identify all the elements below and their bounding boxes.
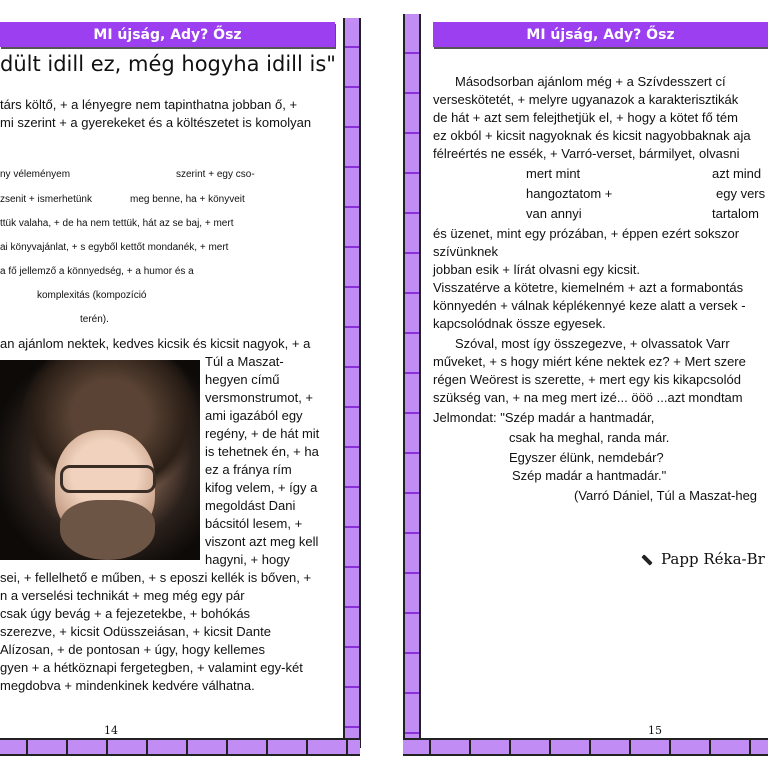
right-mid-line-5: könnyedén + válnak képlékennyé keze alatt a versek - <box>433 298 746 313</box>
photo-beard <box>60 500 155 560</box>
right-mid-line-6: kapcsolódnak össze egyesek. <box>433 316 606 331</box>
right-top-line-5: félreértés ne essék, + Varró-verset, bármilyet, olvasni <box>433 146 740 161</box>
para-line: an ajánlom nektek, kedves kicsik és kicsit nagyok, + a <box>0 336 311 351</box>
bottom-line-3: csak úgy bevág + a fejezetekbe, + bohókás <box>0 606 251 621</box>
header-bar-right <box>433 22 768 47</box>
author-photo <box>0 360 200 560</box>
right-top-line-2: verseskötetét, + melyre ugyanazok a karakterisztikák <box>433 92 739 107</box>
summary-line-3: régen Weörest is szerette, + mert egy kis kikapcsolód <box>433 372 741 387</box>
right-top-line-4: ez okból + kicsit nagyoknak és kicsit nagyobbaknak aja <box>433 128 751 143</box>
right-top-line-1: Másodsorban ajánlom még + a Szívdesszert cí <box>455 74 726 89</box>
left-page-title: dült idill ez, még hogyha idill is" <box>0 52 336 76</box>
right-col-9: megoldást Dani <box>205 498 296 513</box>
citation: (Varró Dániel, Túl a Maszat-heg <box>574 488 758 503</box>
right-col-line-3b: tartalom <box>712 206 759 221</box>
motto-line-2: Egyszer élünk, nemdebár? <box>509 450 664 465</box>
col-line-3: ttük valaha, + de ha nem tettük, hát az se baj, + mert <box>0 218 234 229</box>
page-number-left: 14 <box>104 724 118 737</box>
bottom-line-1: sei, + fellelhető e műben, + s eposzi kellék is bőven, + <box>0 570 312 585</box>
motto-line-1: csak ha meghal, randa már. <box>509 430 670 445</box>
right-col-12: hagyni, + hogy <box>205 552 290 567</box>
right-col-2: hegyen című <box>205 372 280 387</box>
col-line-2b: meg benne, ha + könyveit <box>130 194 245 205</box>
border-bottom-left-page <box>0 738 360 756</box>
right-top-line-3: de hát + azt sem felejthetjük el, + hogy a kötet fő tém <box>433 110 738 125</box>
summary-line-2: műveket, + s hogy miért kéne nektek ez? + Mert szere <box>433 354 746 369</box>
right-col-3: versmonstrumot, + <box>205 390 314 405</box>
right-col-line-1b: azt mind <box>712 166 762 181</box>
right-col-5: regény, + de hát mit <box>205 426 320 441</box>
col-line-1b: szerint + egy cso- <box>176 169 255 180</box>
summary-line-4: szükség van, + na meg mert izé... ööö ...azt mondtam <box>433 390 743 405</box>
bottom-line-5: Alízosan, + de pontosan + úgy, hogy kellemes <box>0 642 265 657</box>
summary-line-1: Szóval, most így összegezve, + olvassatok Varr <box>455 336 730 351</box>
intro-line-1: társ költő, + a lényegre nem tapinthatna jobban ő, + <box>0 97 298 112</box>
header-title-left: MI újság, Ady? Ősz <box>93 26 242 43</box>
border-right-left-page <box>343 18 361 748</box>
right-col-1: Túl a Maszat- <box>205 354 284 369</box>
right-col-line-3a: van annyi <box>526 206 582 221</box>
border-left-right-page <box>403 14 421 754</box>
bottom-line-2: n a verselési technikát + meg még egy pár <box>0 588 245 603</box>
header-bar-left <box>0 22 335 47</box>
bottom-line-6: gyen + a hétköznapi fergetegben, + valamint egy-két <box>0 660 303 675</box>
right-mid-line-4: Visszatérve a kötetre, kiemelném + azt a formabontás <box>433 280 744 295</box>
bottom-line-4: szerezve, + kicsit Odüsszeiásan, + kicsit Dante <box>0 624 271 639</box>
right-col-7: ez a fránya rím <box>205 462 292 477</box>
right-col-line-1a: mert mint <box>526 166 581 181</box>
right-mid-line-3: jobban esik + lírát olvasni egy kicsit. <box>433 262 641 277</box>
photo-glasses <box>60 465 156 493</box>
right-col-11: viszont azt meg kell <box>205 534 319 549</box>
motto-line-3: Szép madár a hantmadár." <box>512 468 667 483</box>
right-col-8: kifog velem, + így a <box>205 480 318 495</box>
right-col-6: is tehetnek én, + ha <box>205 444 319 459</box>
right-mid-line-1: és üzenet, mint egy prózában, + éppen ezért sokszor <box>433 226 740 241</box>
right-col-line-2b: egy vers <box>716 186 766 201</box>
col-line-5: a fő jellemző a könnyedség, + a humor és a <box>0 266 194 277</box>
signature-text: Papp Réka-Br <box>661 550 765 568</box>
centered-line-1: komplexitás (kompozíció <box>37 290 147 301</box>
bottom-line-7: megdobva + mindenkinek kedvére válhatna. <box>0 678 255 693</box>
col-line-4: ai könyvajánlat, + s egyből kettőt mondanék, + mert <box>0 242 229 253</box>
border-bottom-right-page <box>403 738 768 756</box>
intro-line-2: mi szerint + a gyerekeket és a költészetet is komolyan <box>0 115 312 130</box>
page-number-right: 15 <box>648 724 662 737</box>
motto-label: Jelmondat: "Szép madár a hantmadár, <box>433 410 655 425</box>
right-col-10: bácsitól lesem, + <box>205 516 303 531</box>
signature <box>641 550 765 568</box>
col-line-1a: ny véleményem <box>0 169 71 180</box>
pen-icon <box>641 554 652 565</box>
right-col-line-2a: hangoztatom + <box>526 186 613 201</box>
col-line-2a: zsenit + ismerhetünk <box>0 194 92 205</box>
right-col-4: ami igazából egy <box>205 408 303 423</box>
centered-line-2: terén). <box>80 314 109 325</box>
header-title-right: MI újság, Ady? Ősz <box>526 26 675 43</box>
right-mid-line-2: szívünknek <box>433 244 499 259</box>
